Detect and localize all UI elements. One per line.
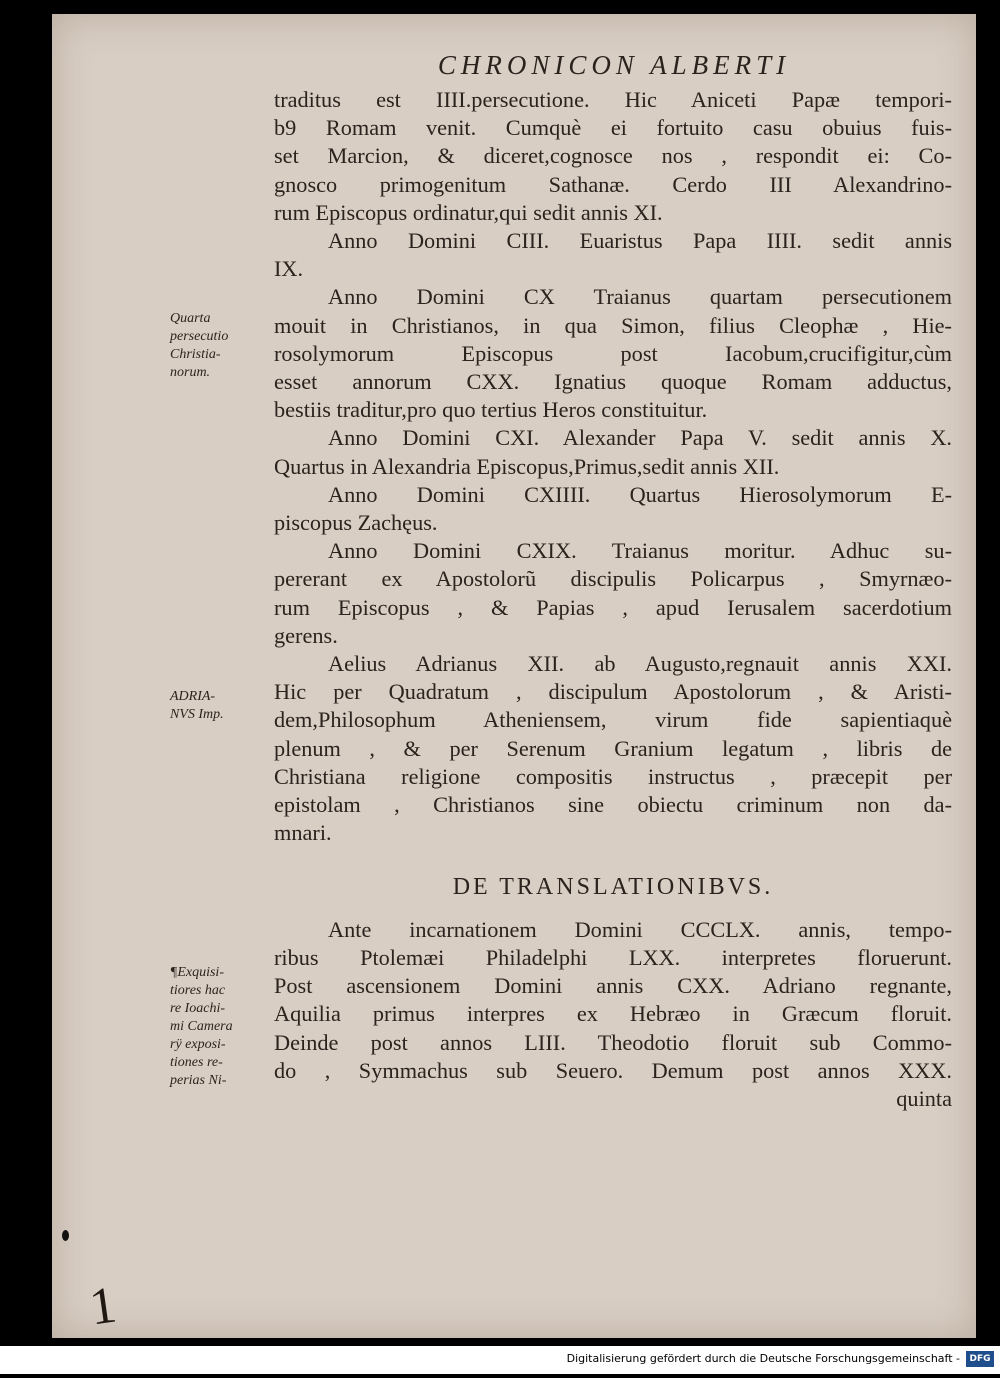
catchword: quinta	[896, 1085, 952, 1111]
paragraph-2	[274, 227, 952, 283]
text-line: Quartus in Alexandria Episcopus,Primus,sedit annis XII.	[274, 453, 780, 479]
text-line: Christiana religione compositis instructus , præcepit per	[274, 763, 952, 789]
text-line: b9 Romam venit. Cumquè ei fortuito casu obuius fuis-	[274, 115, 952, 141]
margin-note-line: rÿ exposi-	[170, 1037, 226, 1052]
margin-note-line: NVS Imp.	[170, 707, 224, 722]
margin-note-adrianus	[170, 688, 280, 724]
paragraph-3	[274, 283, 952, 424]
text-line: IX.	[274, 256, 304, 282]
text-line: Aelius Adrianus XII. ab Augusto,regnauit annis XXI.	[328, 651, 952, 677]
margin-note-line: ADRIA-	[170, 689, 216, 704]
ink-spot	[62, 1230, 69, 1241]
margin-note-line: perias Ni-	[170, 1073, 227, 1088]
text-line: gnosco primogenitum Sathanæ. Cerdo III Alexandrino-	[274, 171, 952, 197]
text-line: plenum , & per Serenum Granium legatum , libris de	[274, 735, 952, 761]
text-line: rosolymorum Episcopus post Iacobum,crucifigitur,cùm	[274, 340, 952, 366]
footer-credit: Digitalisierung gefördert durch die Deutsche Forschungsgemeinschaft -	[566, 1352, 960, 1365]
text-line: traditus est IIII.persecutione. Hic Aniceti Papæ tempori-	[274, 87, 952, 112]
margin-note-line: ¶Exquisi-	[170, 965, 224, 980]
paragraph-8	[274, 916, 952, 1085]
text-line: dem,Philosophum Atheniensem, virum fide sapientiaquè	[274, 707, 952, 733]
text-line: do , Symmachus sub Seuero. Demum post annos XXX.	[274, 1057, 952, 1083]
main-text	[274, 86, 952, 1113]
text-line: Post ascensionem Domini annis CXX. Adriano regnante,	[274, 973, 952, 999]
book-page	[52, 14, 976, 1338]
running-head: CHRONICON ALBERTI	[437, 50, 791, 80]
margin-note-line: re Ioachi-	[170, 1001, 226, 1016]
text-line: Anno Domini CXIIII. Quartus Hierosolymorum E-	[328, 481, 952, 507]
margin-note-persecutio	[170, 310, 280, 382]
paragraph-6	[274, 537, 952, 650]
section-heading: DE TRANSLATIONIBVS.	[452, 874, 774, 901]
text-line: gerens.	[274, 622, 338, 648]
margin-note-exquisitiores	[170, 964, 280, 1090]
paragraph-5	[274, 481, 952, 537]
margin-note-line: norum.	[170, 365, 211, 380]
gathering-mark: 1	[86, 1276, 120, 1337]
text-line: bestiis traditur,pro quo tertius Heros constituitur.	[274, 397, 708, 423]
text-line: esset annorum CXX. Ignatius quoque Romam adductus,	[274, 369, 952, 395]
text-line: Aquilia primus interpres ex Hebræo in Græcum floruit.	[274, 1001, 952, 1027]
dfg-logo-icon: DFG	[966, 1351, 994, 1367]
footer-bar	[0, 1346, 1000, 1374]
text-line: ribus Ptolemæi Philadelphi LXX. interpretes floruerunt.	[274, 944, 952, 970]
text-line: Hic per Quadratum , discipulum Apostolorum , & Aristi-	[274, 679, 952, 705]
text-line: rum Episcopus , & Papias , apud Ierusalem sacerdotium	[274, 594, 952, 620]
text-line: Anno Domini CXIX. Traianus moritur. Adhuc su-	[328, 538, 952, 564]
paragraph-4	[274, 424, 952, 480]
margin-note-line: Quarta	[170, 311, 211, 326]
text-line: Deinde post annos LIII. Theodotio floruit sub Commo-	[274, 1029, 952, 1055]
paragraph-1	[274, 86, 952, 227]
text-line: pererant ex Apostolorũ discipulis Policarpus , Smyrnæo-	[274, 566, 952, 592]
text-line: Anno Domini CIII. Euaristus Papa IIII. sedit annis	[328, 228, 952, 254]
text-line: Ante incarnationem Domini CCCLX. annis, tempo-	[328, 916, 952, 942]
paragraph-7	[274, 650, 952, 847]
text-line: rum Episcopus ordinatur,qui sedit annis XI.	[274, 199, 663, 225]
text-line: Anno Domini CXI. Alexander Papa V. sedit annis X.	[328, 425, 952, 451]
text-line: set Marcion, & diceret,cognosce nos , respondit ei: Co-	[274, 143, 952, 169]
text-line: epistolam , Christianos sine obiectu criminum non da-	[274, 792, 952, 818]
text-line: Anno Domini CX Traianus quartam persecutionem	[328, 284, 952, 310]
margin-note-line: tiones re-	[170, 1055, 223, 1070]
margin-note-line: Christia-	[170, 347, 221, 362]
text-line: mnari.	[274, 820, 332, 846]
text-line: piscopus Zachęus.	[274, 510, 438, 536]
margin-note-line: persecutio	[170, 329, 229, 344]
margin-note-line: tiores hac	[170, 983, 226, 998]
text-line: mouit in Christianos, in qua Simon, filius Cleophæ , Hie-	[274, 312, 952, 338]
margin-note-line: mi Camera	[170, 1019, 233, 1034]
